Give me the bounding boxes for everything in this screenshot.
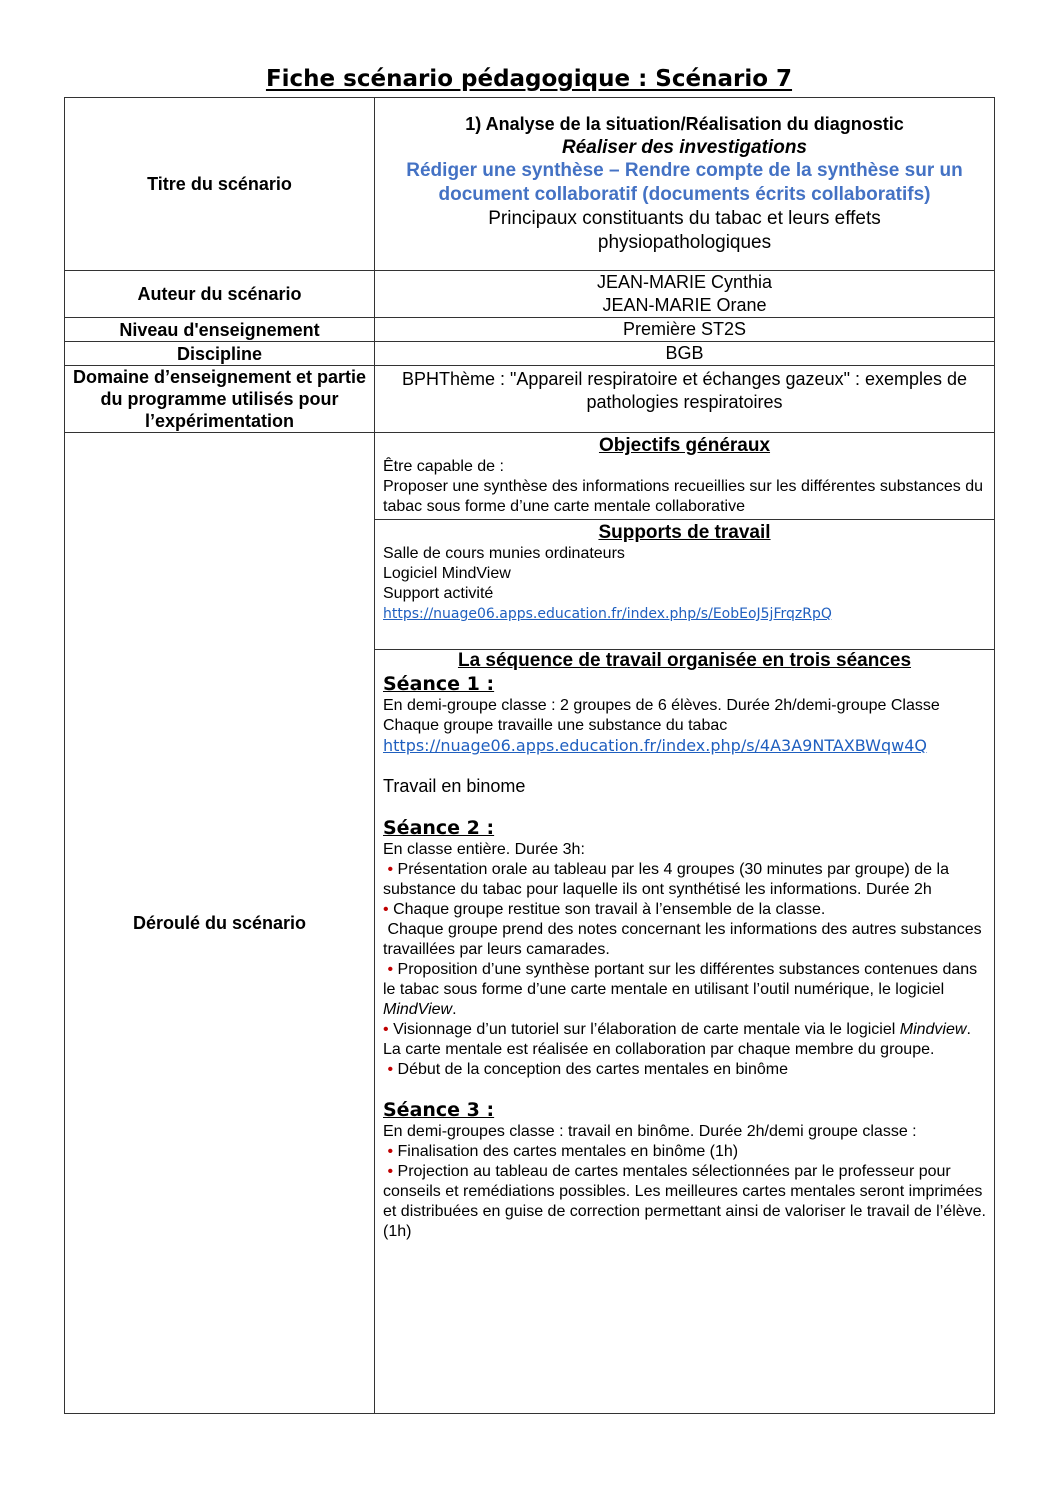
row-auteur: [65, 271, 995, 318]
support-item-3: Support activité: [383, 585, 494, 602]
bullet-icon: •: [387, 961, 394, 978]
bullet-icon: •: [387, 1061, 394, 1078]
value-titre: [375, 98, 995, 271]
label-deroule: Déroulé du scénario: [65, 433, 375, 1414]
author-1: JEAN-MARIE Cynthia: [596, 272, 773, 292]
seance-3-title: Séance 3 :: [383, 1099, 495, 1121]
row-objectifs: [65, 433, 995, 520]
page-title: Fiche scénario pédagogique : Scénario 7: [265, 66, 793, 92]
seance-1-link[interactable]: https://nuage06.apps.education.fr/index.php/s/4A3A9NTAXBWqw4Q: [383, 736, 928, 755]
bullet-icon: •: [383, 901, 389, 918]
support-item-1: Salle de cours munies ordinateurs: [383, 545, 625, 562]
label-auteur: Auteur du scénario: [65, 271, 375, 318]
seance-3-bullet-2: • Projection au tableau de cartes mentales sélectionnées par le professeur pour conseils et remédiations possibles. Les meilleures cartes mentales seront imprimées et distribuées en guise de correction permettant ainsi de valoriser le travail de l’élève. (1h): [383, 1163, 986, 1240]
value-niveau: Première ST2S: [375, 318, 995, 342]
bullet-icon: •: [387, 1163, 394, 1180]
seance-1-line1: En demi-groupe classe : 2 groupes de 6 élèves. Durée 2h/demi-groupe Classe: [383, 697, 940, 714]
objectifs-line2: Proposer une synthèse des informations recueillies sur les différentes substances du tabac sous forme d’une carte mentale collaborative: [383, 478, 984, 515]
bullet-icon: •: [387, 1143, 394, 1160]
seance-2-bullet-4: • Visionnage d’un tutoriel sur l’élaboration de carte mentale via le logiciel Mindview. La carte mentale est réalisée en collaboration par chaque membre du groupe.: [383, 1021, 971, 1058]
author-2: JEAN-MARIE Orane: [602, 295, 767, 315]
section-sequence: [375, 650, 995, 1414]
titre-line2: Réaliser des investigations: [562, 137, 807, 158]
seance-2-title: Séance 2 :: [383, 817, 495, 839]
titre-line1: 1) Analyse de la situation/Réalisation du diagnostic: [465, 114, 904, 134]
label-niveau: Niveau d'enseignement: [65, 318, 375, 342]
seance-2-bullet-3: • Proposition d’une synthèse portant sur les différentes substances contenues dans le tabac sous forme d’une carte mentale en utilisant l’outil numérique, le logiciel MindView.: [383, 961, 978, 1018]
section-objectifs: [375, 433, 995, 520]
seance-1-title: Séance 1 :: [383, 673, 495, 695]
row-niveau: [65, 318, 995, 342]
label-domaine: Domaine d’enseignement et partie du programme utilisés pour l’expérimentation: [65, 366, 375, 433]
seance-3-bullet-1: • Finalisation des cartes mentales en binôme (1h): [387, 1143, 739, 1160]
seance-1-line3: Travail en binome: [383, 776, 526, 796]
value-auteur: [375, 271, 995, 318]
seance-2-bullet-1: • Présentation orale au tableau par les 4 groupes (30 minutes par groupe) de la substance du tabac pour laquelle ils ont synthétisé les informations. Durée 2h: [383, 861, 949, 898]
sequence-heading: La séquence de travail organisée en trois séances: [457, 650, 912, 671]
seance-2-bullet-5: • Début de la conception des cartes mentales en binôme: [387, 1061, 788, 1078]
value-domaine: BPHThème : "Appareil respiratoire et échanges gazeux" : exemples de pathologies respiratoires: [375, 366, 995, 433]
support-item-2: Logiciel MindView: [383, 565, 511, 582]
seance-2-intro: En classe entière. Durée 3h:: [383, 841, 585, 858]
section-supports: [375, 520, 995, 650]
objectifs-heading: Objectifs généraux: [598, 435, 771, 456]
value-discipline: BGB: [375, 342, 995, 366]
supports-heading: Supports de travail: [598, 522, 771, 543]
row-titre: [65, 98, 995, 271]
bullet-icon: •: [387, 861, 394, 878]
support-link[interactable]: https://nuage06.apps.education.fr/index.php/s/EobEoJ5jFrqzRpQ: [383, 606, 832, 622]
row-discipline: [65, 342, 995, 366]
bullet-icon: •: [383, 1021, 389, 1038]
seance-2-bullet-2: • Chaque groupe restitue son travail à l’ensemble de la classe.: [383, 901, 826, 918]
seance-3-intro: En demi-groupes classe : travail en binôme. Durée 2h/demi groupe classe :: [383, 1123, 917, 1140]
titre-line3: Rédiger une synthèse – Rendre compte de la synthèse sur un document collaboratif (documents écrits collaboratifs): [406, 160, 963, 205]
label-titre: Titre du scénario: [65, 98, 375, 271]
objectifs-line1: Être capable de :: [383, 458, 504, 475]
titre-line4: Principaux constituants du tabac et leurs effets physiopathologiques: [488, 208, 881, 253]
seance-1-line2: Chaque groupe travaille une substance du tabac: [383, 717, 728, 734]
scenario-table: [64, 97, 995, 1414]
row-domaine: [65, 366, 995, 433]
label-discipline: Discipline: [65, 342, 375, 366]
seance-2-bullet-2b: Chaque groupe prend des notes concernant les informations des autres substances travaillées par leurs camarades.: [383, 921, 982, 958]
